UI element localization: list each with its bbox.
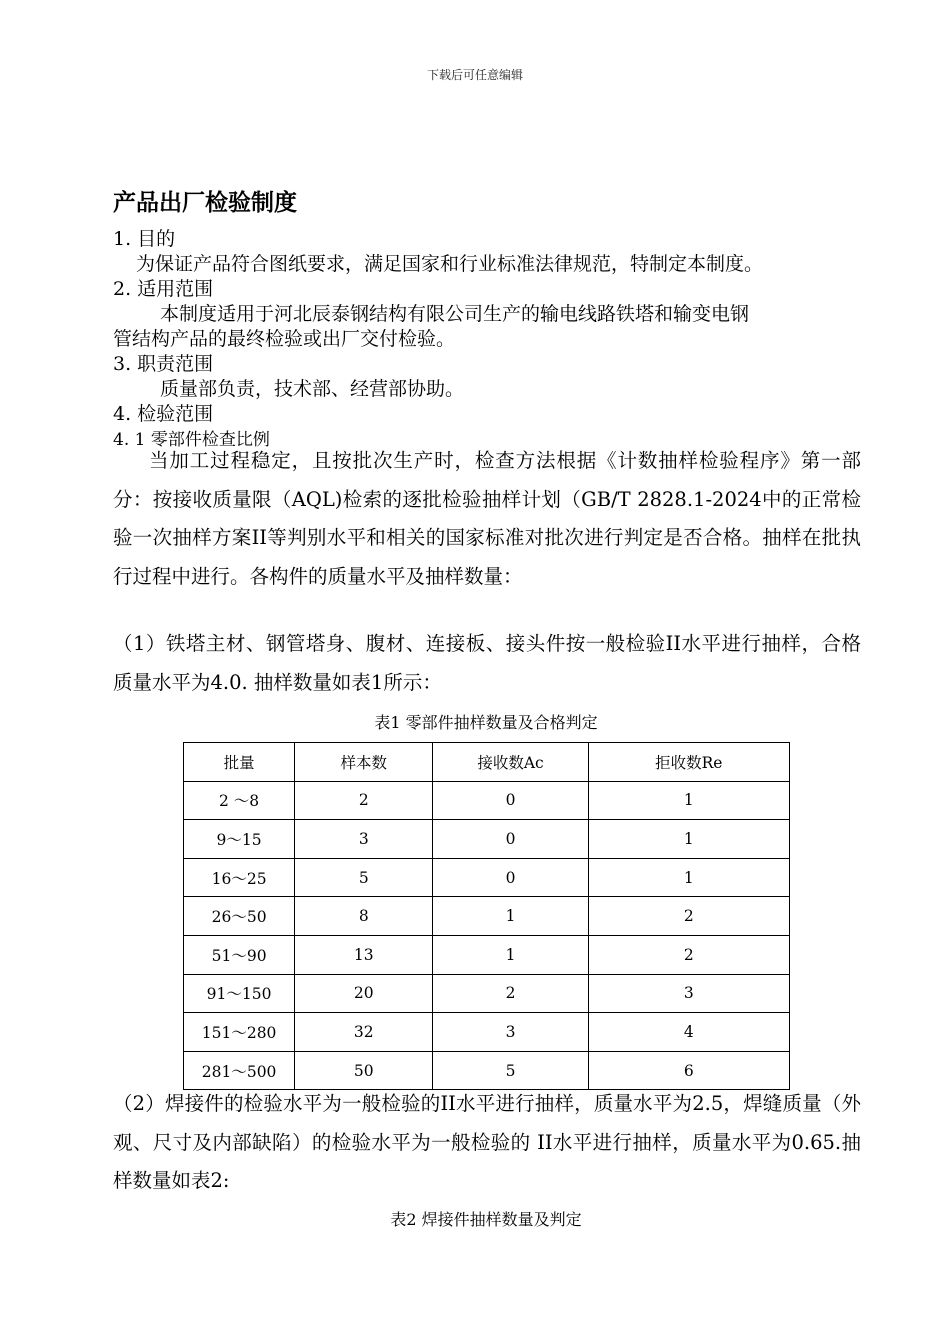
cell-batch: 91～150	[184, 974, 295, 1013]
cell-sample-size: 13	[295, 935, 433, 974]
header-reject-number: 拒收数Re	[588, 743, 789, 782]
cell-accept: 5	[433, 1051, 588, 1090]
section-2-text-line2: 管结构产品的最终检验或出厂交付检验。	[113, 328, 456, 350]
table-row	[184, 935, 790, 974]
cell-batch: 151～280	[184, 1013, 295, 1052]
table-row	[184, 1013, 790, 1052]
table-row	[184, 858, 790, 897]
cell-accept: 3	[433, 1013, 588, 1052]
cell-sample-size: 50	[295, 1051, 433, 1090]
cell-batch: 2 ～8	[184, 781, 295, 820]
header-note: 下载后可任意编辑	[426, 68, 523, 82]
header-batch: 批量	[184, 743, 295, 782]
section-4-1-heading: 4. 1 零部件检查比例	[113, 430, 270, 450]
cell-reject: 1	[588, 820, 789, 859]
cell-sample-size: 5	[295, 858, 433, 897]
cell-reject: 1	[588, 858, 789, 897]
document-title: 产品出厂检验制度	[113, 190, 297, 216]
cell-accept: 1	[433, 935, 588, 974]
table-row	[184, 820, 790, 859]
section-3-text: 质量部负责，技术部、经营部协助。	[160, 378, 465, 400]
cell-accept: 0	[433, 820, 588, 859]
cell-reject: 3	[588, 974, 789, 1013]
header-sample-size: 样本数	[295, 743, 433, 782]
section-3-heading: 3. 职责范围	[113, 353, 214, 375]
table-2-caption: 表2 焊接件抽样数量及判定	[390, 1210, 582, 1229]
sampling-table	[183, 742, 790, 1090]
cell-sample-size: 8	[295, 897, 433, 936]
cell-accept: 2	[433, 974, 588, 1013]
cell-reject: 1	[588, 781, 789, 820]
paragraph-4-1: 当加工过程稳定，且按批次生产时，检查方法根据《计数抽样检验程序》第一部分：按接收质量限（AQL)检索的逐批检验抽样计划（GB/T 2828.1-2024中的正常检验一次抽样方案II等判别水平和相关的国家标准对批次进行判定是否合格。抽样在批执行过程中进行。各构件的质量水平及抽样数量：	[113, 449, 861, 588]
cell-reject: 6	[588, 1051, 789, 1090]
table-header-row	[184, 743, 790, 782]
cell-sample-size: 32	[295, 1013, 433, 1052]
table-row	[184, 781, 790, 820]
cell-reject: 2	[588, 935, 789, 974]
cell-sample-size: 3	[295, 820, 433, 859]
paragraph-item-1: （1）铁塔主材、钢管塔身、腹材、连接板、接头件按一般检验II水平进行抽样，合格质量水平为4.0. 抽样数量如表1所示：	[113, 632, 861, 694]
header-accept-number: 接收数Ac	[433, 743, 588, 782]
cell-accept: 1	[433, 897, 588, 936]
table-row	[184, 897, 790, 936]
cell-reject: 2	[588, 897, 789, 936]
cell-batch: 281～500	[184, 1051, 295, 1090]
cell-accept: 0	[433, 858, 588, 897]
cell-batch: 16～25	[184, 858, 295, 897]
table-1-caption: 表1 零部件抽样数量及合格判定	[374, 713, 598, 732]
section-2-text-line1: 本制度适用于河北辰泰钢结构有限公司生产的输电线路铁塔和输变电钢	[160, 303, 750, 325]
cell-accept: 0	[433, 781, 588, 820]
cell-batch: 26～50	[184, 897, 295, 936]
cell-reject: 4	[588, 1013, 789, 1052]
paragraph-item-2: （2）焊接件的检验水平为一般检验的II水平进行抽样，质量水平为2.5，焊缝质量（外观、尺寸及内部缺陷）的检验水平为一般检验的 II水平进行抽样，质量水平为0.65.抽样数量如表2:	[113, 1092, 861, 1193]
section-4-heading: 4. 检验范围	[113, 403, 214, 425]
section-1-text: 为保证产品符合图纸要求，满足国家和行业标准法律规范，特制定本制度。	[136, 253, 764, 275]
cell-sample-size: 20	[295, 974, 433, 1013]
section-2-heading: 2. 适用范围	[113, 278, 214, 300]
cell-batch: 9～15	[184, 820, 295, 859]
table-row	[184, 974, 790, 1013]
cell-sample-size: 2	[295, 781, 433, 820]
cell-batch: 51～90	[184, 935, 295, 974]
section-1-heading: 1. 目的	[113, 228, 176, 250]
